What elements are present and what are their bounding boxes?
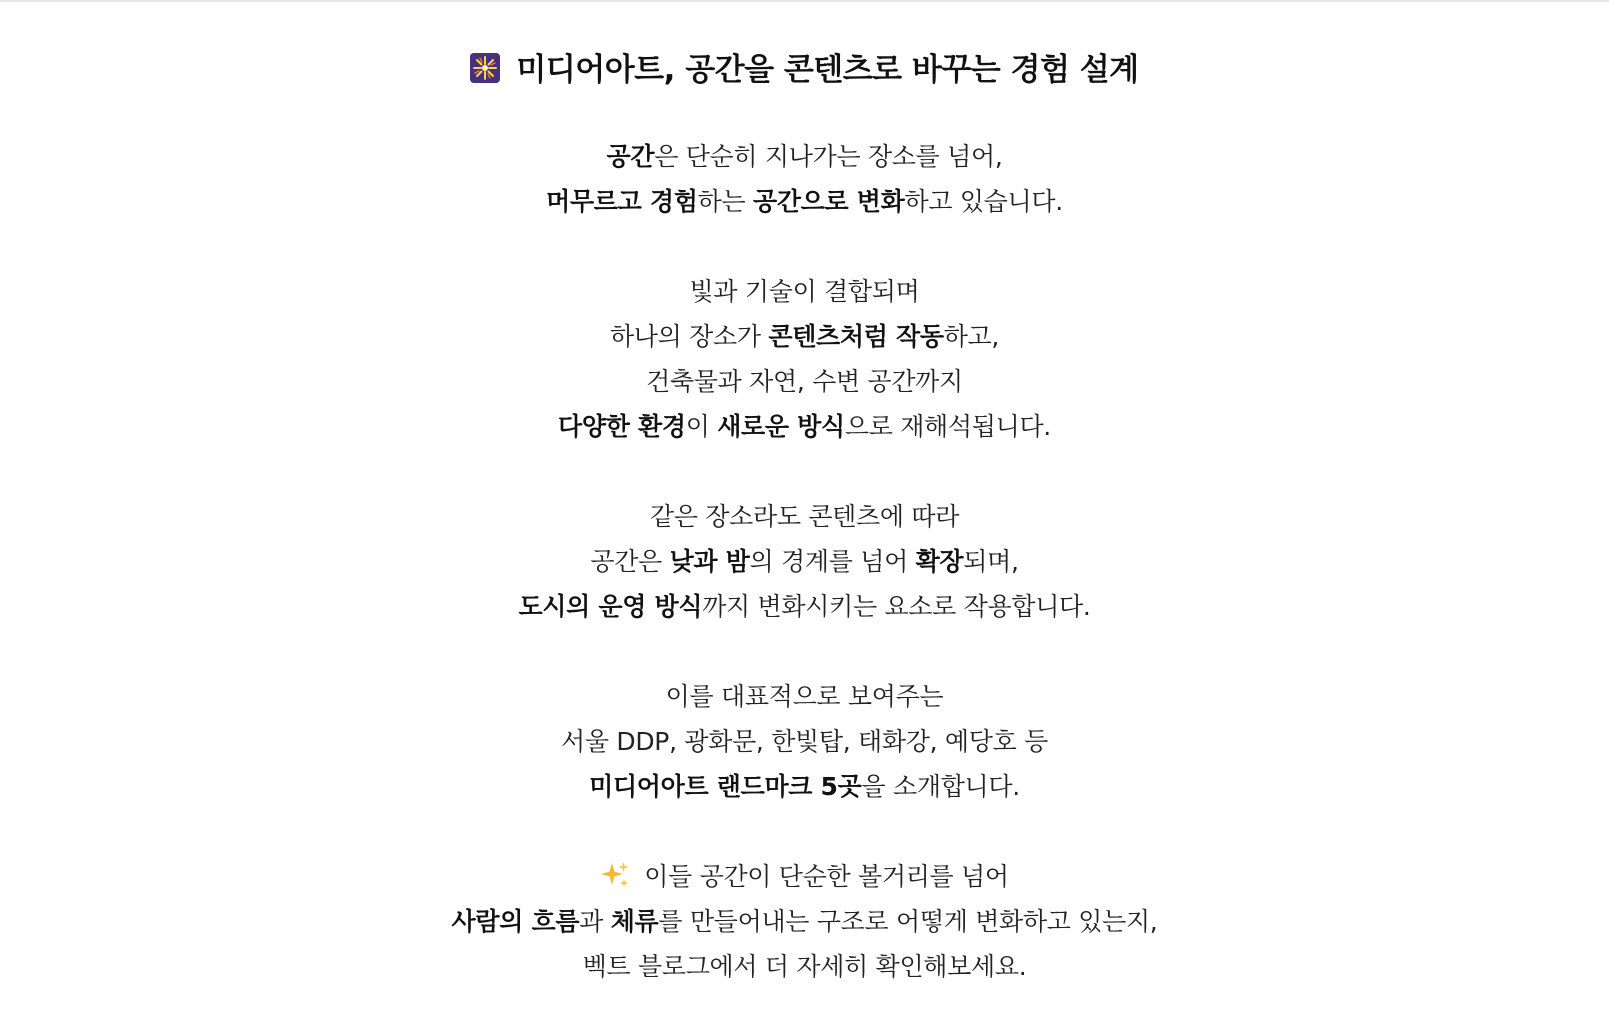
text-segment: 하고 있습니다. — [904, 187, 1063, 216]
text-segment: 빛과 기술이 결합되며 — [689, 277, 920, 306]
text-segment: 으로 재해석됩니다. — [844, 412, 1051, 441]
text-segment: 은 단순히 지나가는 장소를 넘어, — [654, 142, 1003, 171]
text-line — [0, 179, 1609, 224]
bold-text: 도시의 운영 방식 — [518, 592, 703, 621]
text-segment: 과 — [579, 907, 611, 936]
paragraph-1 — [0, 134, 1609, 224]
text-segment: 하나의 장소가 — [609, 322, 769, 351]
paragraph-2 — [0, 269, 1609, 449]
bold-text: 다양한 환경 — [558, 412, 686, 441]
text-line — [0, 269, 1609, 314]
paragraph-3 — [0, 494, 1609, 629]
text-segment: 같은 장소라도 콘텐츠에 따라 — [649, 502, 960, 531]
text-line — [0, 764, 1609, 809]
text-segment: 의 경계를 넘어 — [749, 547, 916, 576]
bold-text: 미디어아트 랜드마크 5곳 — [589, 772, 862, 801]
text-segment: 하는 — [697, 187, 753, 216]
text-line — [0, 899, 1609, 944]
text-segment: 를 만들어내는 구조로 어떻게 변화하고 있는지, — [658, 907, 1158, 936]
paragraph-5 — [0, 854, 1609, 989]
sparkles-icon — [600, 860, 630, 890]
text-segment: 이를 대표적으로 보여주는 — [665, 682, 944, 711]
bold-text: 공간으로 변화 — [752, 187, 905, 216]
bold-text: 확장 — [915, 547, 964, 576]
text-line — [0, 494, 1609, 539]
bold-text: 공간 — [606, 142, 655, 171]
fireworks-icon — [470, 53, 500, 83]
intro-paragraphs — [0, 134, 1609, 989]
text-line — [0, 674, 1609, 719]
paragraph-4 — [0, 674, 1609, 809]
text-segment: 되며, — [963, 547, 1019, 576]
text-line — [0, 854, 1609, 899]
bold-text: 사람의 흐름 — [451, 907, 580, 936]
text-line — [0, 944, 1609, 989]
text-line — [0, 539, 1609, 584]
bold-text: 머무르고 경험 — [546, 187, 698, 216]
text-segment: 건축물과 자연, 수변 공간까지 — [646, 367, 963, 396]
text-segment: 공간은 — [590, 547, 670, 576]
page-title-text: 미디어아트, 공간을 콘텐츠로 바꾸는 경험 설계 — [516, 52, 1139, 88]
page-title — [0, 44, 1609, 96]
text-line — [0, 404, 1609, 449]
text-segment: 벡트 블로그에서 더 자세히 확인해보세요. — [582, 952, 1027, 981]
text-line — [0, 584, 1609, 629]
bold-text: 체류 — [610, 907, 659, 936]
text-segment: 이들 공간이 단순한 볼거리를 넘어 — [644, 862, 1009, 891]
text-line — [0, 719, 1609, 764]
bold-text: 낮과 밤 — [669, 547, 750, 576]
bold-text: 새로운 방식 — [717, 412, 845, 441]
post-body — [0, 44, 1609, 989]
text-segment: 하고, — [943, 322, 1000, 351]
text-line — [0, 134, 1609, 179]
text-segment: 이 — [685, 412, 718, 441]
text-line — [0, 314, 1609, 359]
text-segment: 을 소개합니다. — [861, 772, 1020, 801]
text-segment: 까지 변화시키는 요소로 작용합니다. — [702, 592, 1091, 621]
top-divider — [0, 0, 1609, 2]
text-segment: 서울 DDP, 광화문, 한빛탑, 태화강, 예당호 등 — [561, 727, 1048, 756]
bold-text: 콘텐츠처럼 작동 — [768, 322, 944, 351]
text-line — [0, 359, 1609, 404]
